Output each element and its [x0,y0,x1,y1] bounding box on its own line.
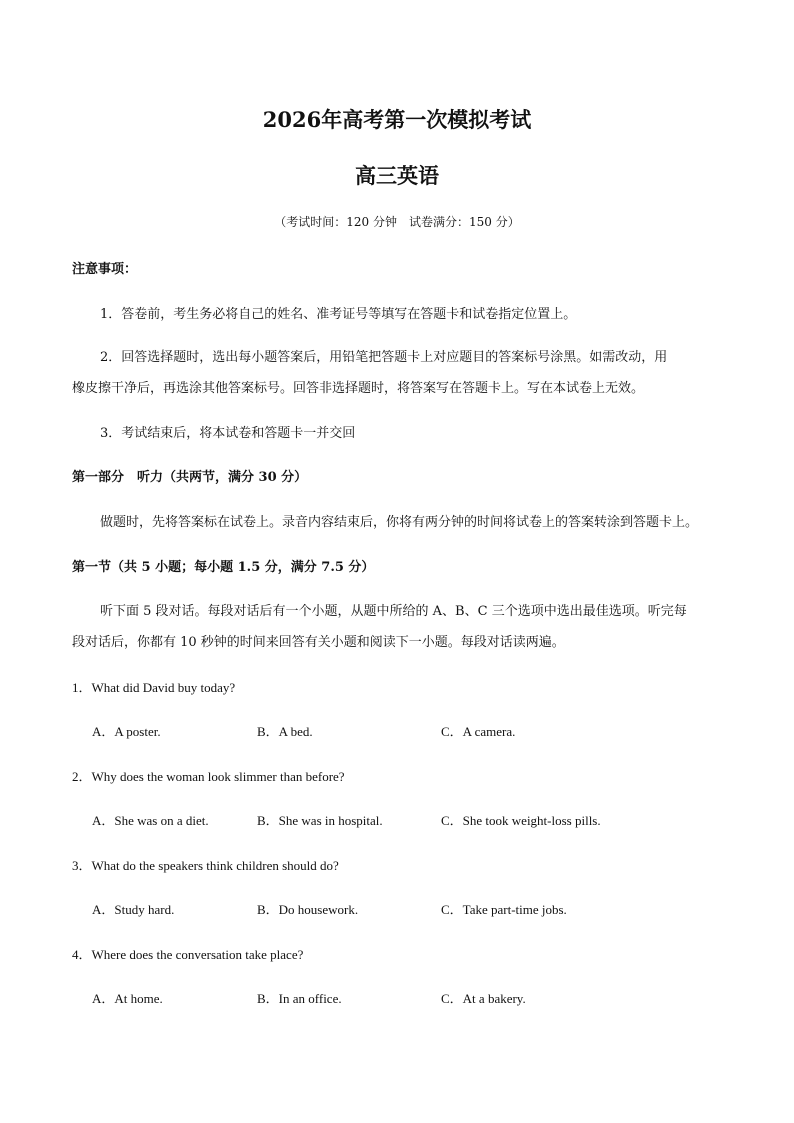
question-3: 3．What do the speakers think children should do? [72,858,339,873]
option-2b: B．She was in hospital. [257,813,383,828]
option-1a: A．A poster. [92,724,161,739]
section1-instruction-2: 段对话后，你都有 10 秒钟的时间来回答有关小题和阅读下一小题。每段对话读两遍。 [72,635,565,650]
part1-instruction: 做题时，先将答案标在试卷上。录音内容结束后，你将有两分钟的时间将试卷上的答案转涂到答题卡上。 [100,515,699,530]
section1-instruction-1: 听下面 5 段对话。每段对话后有一个小题，从题中所给的 A、B、C 三个选项中选出最佳选项。听完每 [100,604,687,619]
note-item-2: 2．回答选择题时，选出每小题答案后，用铅笔把答题卡上对应题目的答案标号涂黑。如需改动，用 [100,350,668,365]
option-4a: A．At home. [92,991,163,1006]
exam-subject: 高三英语 [355,163,439,188]
note-item-2-cont: 橡皮擦干净后，再选涂其他答案标号。回答非选择题时，将答案写在答题卡上。写在本试卷上无效。 [72,381,645,396]
question-2: 2．Why does the woman look slimmer than before? [72,769,345,784]
option-2a: A．She was on a diet. [92,813,209,828]
question-4: 4．Where does the conversation take place? [72,947,304,962]
note-item-3: 3．考试结束后，将本试卷和答题卡一并交回 [100,426,356,441]
question-1: 1．What did David buy today? [72,680,236,695]
option-3c: C．Take part-time jobs. [441,902,567,917]
section1-heading: 第一节（共 5 小题；每小题 1.5 分，满分 7.5 分） [72,560,375,575]
option-1b: B．A bed. [257,724,313,739]
exam-title: 2026年高考第一次模拟考试 [262,107,532,132]
exam-time-info: （考试时间：120 分钟 试卷满分：150 分） [274,215,520,229]
option-4c: C．At a bakery. [441,991,526,1006]
note-item-1: 1．答卷前，考生务必将自己的姓名、准考证号等填写在答题卡和试卷指定位置上。 [100,307,577,322]
option-3a: A．Study hard. [92,902,175,917]
part1-heading: 第一部分 听力（共两节，满分 30 分） [72,470,308,485]
option-2c: C．She took weight-loss pills. [441,813,601,828]
option-1c: C．A camera. [441,724,516,739]
notes-heading: 注意事项： [72,262,138,277]
option-3b: B．Do housework. [257,902,359,917]
option-4b: B．In an office. [257,991,342,1006]
